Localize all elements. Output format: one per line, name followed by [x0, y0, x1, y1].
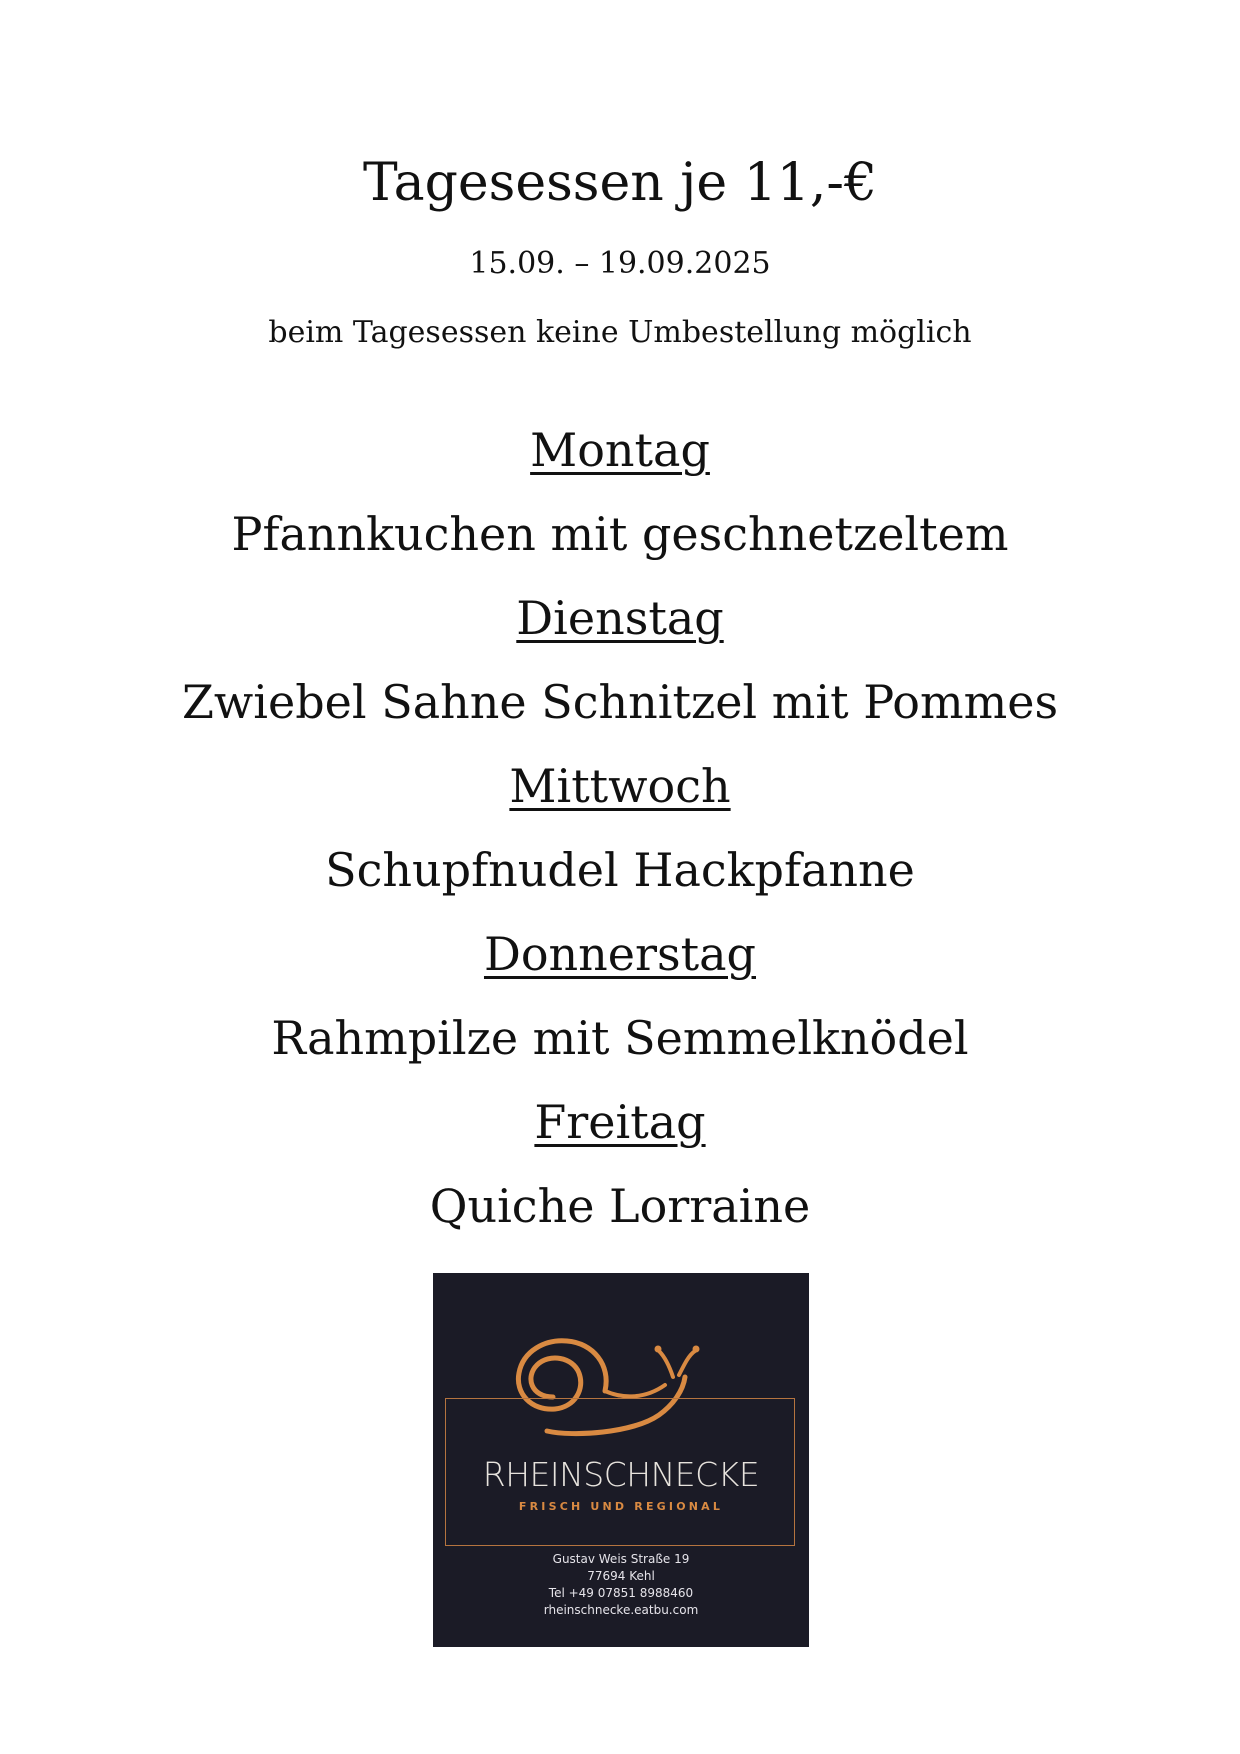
logo-phone: Tel +49 07851 8988460 [548, 1586, 694, 1600]
logo-brand-name: RHEINSCHNECKE [482, 1455, 760, 1494]
dish-thursday: Rahmpilze mit Semmelknödel [271, 1011, 969, 1065]
page-title: Tagesessen je 11,-€ [362, 153, 878, 213]
logo-website: rheinschnecke.eatbu.com [543, 1603, 699, 1617]
day-heading-thursday: Donnerstag [483, 927, 756, 981]
day-heading-wednesday: Mittwoch [509, 759, 731, 813]
dish-wednesday: Schupfnudel Hackpfanne [325, 843, 915, 897]
logo-street: Gustav Weis Straße 19 [552, 1552, 690, 1566]
day-heading-friday: Freitag [534, 1095, 706, 1149]
dish-monday: Pfannkuchen mit geschnetzeltem [231, 507, 1009, 561]
dish-friday: Quiche Lorraine [429, 1179, 811, 1233]
restaurant-logo [433, 1273, 809, 1647]
order-note: beim Tagesessen keine Umbestellung möglich [268, 315, 972, 350]
dish-tuesday: Zwiebel Sahne Schnitzel mit Pommes [181, 675, 1059, 729]
day-heading-monday: Montag [530, 423, 710, 477]
logo-city: 77694 Kehl [587, 1569, 655, 1583]
logo-tagline: FRISCH UND REGIONAL [518, 1500, 724, 1513]
day-heading-tuesday: Dienstag [516, 591, 724, 645]
date-range: 15.09. – 19.09.2025 [469, 246, 771, 281]
